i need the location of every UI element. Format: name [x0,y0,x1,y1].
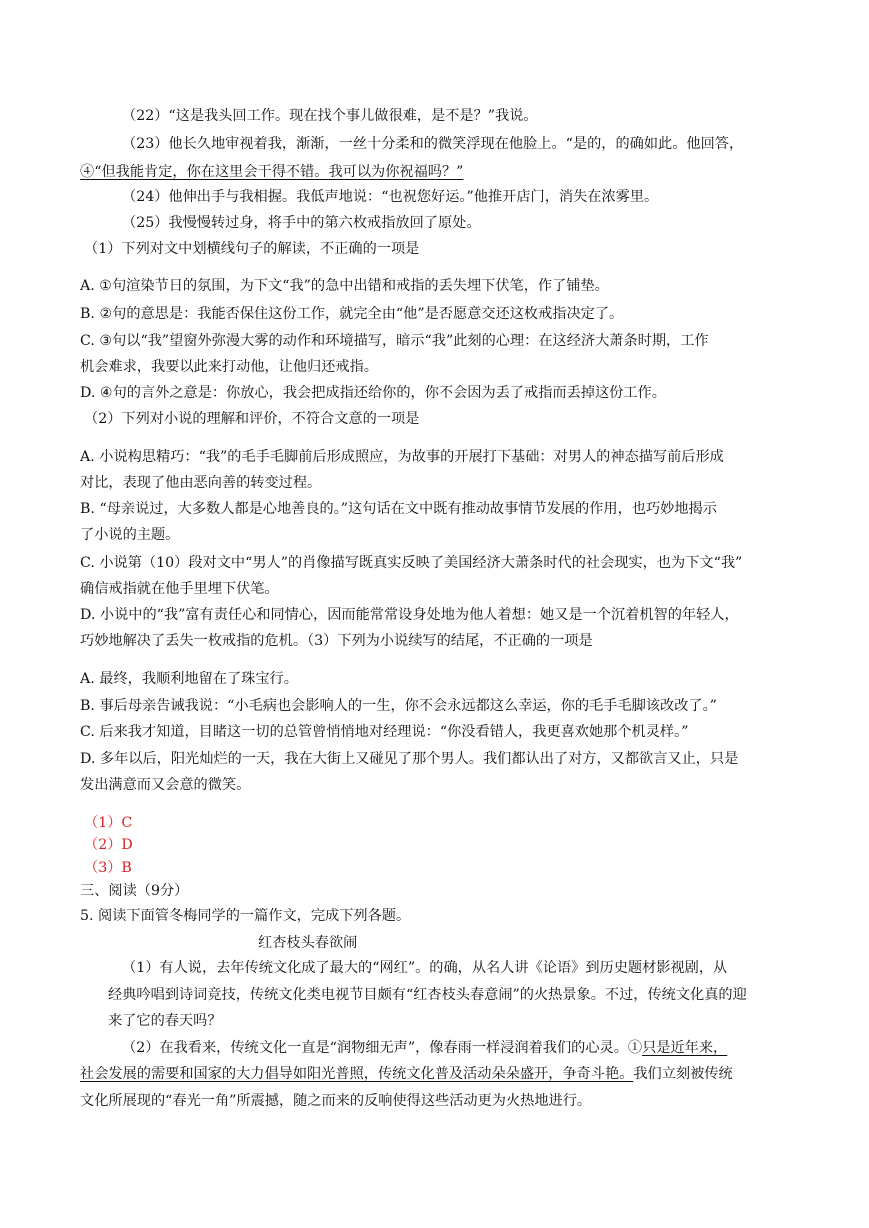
q2-option-b-cont: 了小说的主题。 [80,527,180,543]
q3-option-c: C. 后来我才知道，目睹这一切的总管曾悄悄地对经理说：“你没看错人，我更喜欢她那个机灵样。” [80,724,689,740]
underlined-sentence-1: 社会发展的需要和国家的大力倡导如阳光普照，传统文化普及活动朵朵盛开，争奇斗艳。 [80,1066,634,1082]
question-1-prompt: （1）下列对文中划横线句子的解读，不正确的一项是 [84,241,420,257]
q2-option-c: C. 小说第（10）段对文中“男人”的肖像描写既真实反映了美国经济大萧条时代的社会现实，也为下文“我” [80,555,743,571]
q2-option-d: D. 小说中的“我”富有责任心和同情心，因而能常常设身处地为他人着想：她又是一个沉着机智的年轻人， [80,607,739,623]
underlined-sentence-1-start: 只是近年来， [642,1040,728,1056]
q3-option-d: D. 多年以后，阳光灿烂的一天，我在大街上又碰见了那个男人。我们都认出了对方，又都欲言又止，只是 [80,751,739,767]
essay-paragraph-1-cont: 经典吟唱到诗词竞技，传统文化类电视节目颇有“红杏枝头春意闹”的火热景象。不过，传统文化真的迎 [108,987,747,1003]
essay-paragraph-2-cont [80,1063,733,1085]
answer-3: （3）B [84,860,132,876]
q2-option-c-cont: 确信戒指就在他手里埋下伏笔。 [80,581,279,597]
paragraph-24: （24）他伸出手与我相握。我低声地说：“也祝您好运。”他推开店门，消失在浓雾里。 [122,189,659,205]
question-5-prompt: 5. 阅读下面管冬梅同学的一篇作文，完成下列各题。 [80,908,411,924]
paragraph-22: （22）“这是我头回工作。现在找个事儿做很难，是不是？”我说。 [122,108,538,124]
q2-option-d-cont-and-question-3: 巧妙地解决了丢失一枚戒指的危机。（3）下列为小说续写的结尾，不正确的一项是 [80,633,593,649]
essay-paragraph-2-end: 文化所展现的“春光一角”所震撼，随之而来的反响使得这些活动更为火热地进行。 [80,1093,592,1109]
q3-option-a: A. 最终，我顺利地留在了珠宝行。 [80,671,298,687]
essay-title: 红杏枝头春欲闹 [258,935,358,951]
q1-option-c-cont: 机会难求，我要以此来打动他，让他归还戒指。 [80,359,378,375]
underlined-sentence-4: ④“但我能肯定，你在这里会干得不错。我可以为你祝福吗？” [80,164,464,180]
essay-paragraph-1-end: 来了它的春天吗？ [108,1013,222,1029]
section-3-heading: 三、阅读（9分） [80,883,189,899]
q1-option-b: B. ②句的意思是：我能否保住这份工作，就完全由“他”是否愿意交还这枚戒指决定了。 [80,306,624,322]
answer-2: （2）D [84,837,133,853]
essay-paragraph-1: （1）有人说，去年传统文化成了最大的“网红”。的确，从名人讲《论语》到历史题材影视剧，从 [122,960,728,976]
q1-option-c: C. ③句以“我”望窗外弥漫大雾的动作和环境描写，暗示“我”此刻的心理：在这经济大萧条时期，工作 [80,333,709,349]
essay-paragraph-2-text: （2）在我看来，传统文化一直是“润物细无声”，像春雨一样浸润着我们的心灵。① [122,1040,643,1056]
q1-option-a: A. ①句渲染节日的氛围，为下文“我”的急中出错和戒指的丢失埋下伏笔，作了铺垫。 [80,278,609,294]
essay-paragraph-2 [122,1037,727,1059]
paragraph-25: （25）我慢慢转过身，将手中的第六枚戒指放回了原处。 [122,215,481,231]
essay-paragraph-2-cont-text: 我们立刻被传统 [633,1066,733,1082]
q3-option-d-cont: 发出满意而又会意的微笑。 [80,777,251,793]
answer-1: （1）C [84,815,133,831]
q3-option-b: B. 事后母亲告诫我说：“小毛病也会影响人的一生，你不会永远都这么幸运，你的毛手毛脚该改改了。” [80,698,717,714]
q2-option-a: A. 小说构思精巧：“我”的毛手毛脚前后形成照应，为故事的开展打下基础：对男人的神态描写前后形成 [80,449,724,465]
question-2-prompt: （2）下列对小说的理解和评价，不符合文意的一项是 [84,411,420,427]
q2-option-a-cont: 对比，表现了他由恶向善的转变过程。 [80,475,322,491]
q1-option-d: D. ④句的言外之意是：你放心，我会把成指还给你的，你不会因为丢了戒指而丢掉这份工作。 [80,385,666,401]
q2-option-b: B. “母亲说过，大多数人都是心地善良的。”这句话在文中既有推动故事情节发展的作用，也巧妙地揭示 [80,501,717,517]
paragraph-23: （23）他长久地审视着我，渐渐，一丝十分柔和的微笑浮现在他脸上。“是的，的确如此。他回答， [122,136,744,152]
